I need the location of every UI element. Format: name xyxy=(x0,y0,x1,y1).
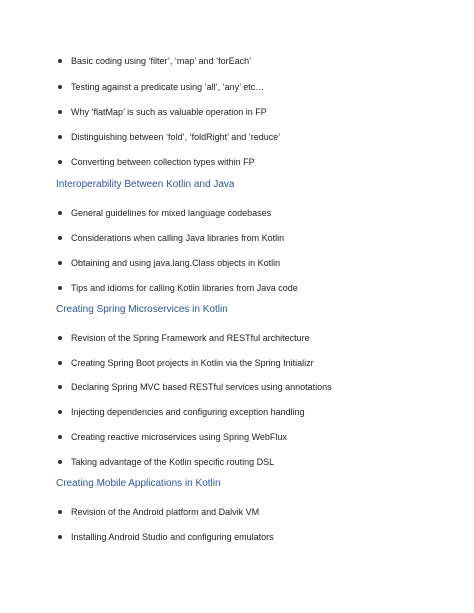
bullet-icon xyxy=(58,385,62,389)
section-heading-interoperability: Interoperability Between Kotlin and Java xyxy=(56,179,235,190)
bullet-icon xyxy=(58,236,62,240)
bullet-icon xyxy=(58,286,62,290)
list-item: Obtaining and using java.lang.Class objects in Kotlin xyxy=(71,258,280,269)
bullet-icon xyxy=(58,460,62,464)
list-item: Creating Spring Boot projects in Kotlin via the Spring Initializr xyxy=(71,358,314,369)
list-item: Testing against a predicate using ‘all’, ‘any’ etc… xyxy=(71,82,264,93)
bullet-icon xyxy=(58,361,62,365)
bullet-icon xyxy=(58,135,62,139)
bullet-icon xyxy=(58,211,62,215)
list-item: Taking advantage of the Kotlin specific routing DSL xyxy=(71,457,274,468)
bullet-icon xyxy=(58,160,62,164)
list-item: General guidelines for mixed language codebases xyxy=(71,208,271,219)
list-item: Creating reactive microservices using Spring WebFlux xyxy=(71,432,287,443)
bullet-icon xyxy=(58,410,62,414)
section-heading-spring-microservices: Creating Spring Microservices in Kotlin xyxy=(56,304,228,315)
list-item: Revision of the Android platform and Dalvik VM xyxy=(71,507,259,518)
list-item: Revision of the Spring Framework and RESTful architecture xyxy=(71,333,310,344)
list-item: Basic coding using ‘filter’, ‘map’ and ‘forEach’ xyxy=(71,56,251,67)
list-item: Injecting dependencies and configuring exception handling xyxy=(71,407,305,418)
section-heading-mobile-applications: Creating Mobile Applications in Kotlin xyxy=(56,478,221,489)
list-item: Converting between collection types within FP xyxy=(71,157,255,168)
list-item: Why ‘flatMap’ is such as valuable operation in FP xyxy=(71,107,267,118)
bullet-icon xyxy=(58,510,62,514)
list-item: Considerations when calling Java libraries from Kotlin xyxy=(71,233,284,244)
bullet-icon xyxy=(58,535,62,539)
bullet-icon xyxy=(58,59,62,63)
list-item: Tips and idioms for calling Kotlin libraries from Java code xyxy=(71,283,298,294)
list-item: Distinguishing between ‘fold’, ‘foldRight’ and ‘reduce’ xyxy=(71,132,280,143)
list-item: Installing Android Studio and configuring emulators xyxy=(71,532,274,543)
bullet-icon xyxy=(58,261,62,265)
bullet-icon xyxy=(58,85,62,89)
bullet-icon xyxy=(58,110,62,114)
list-item: Declaring Spring MVC based RESTful services using annotations xyxy=(71,382,332,393)
bullet-icon xyxy=(58,435,62,439)
bullet-icon xyxy=(58,336,62,340)
